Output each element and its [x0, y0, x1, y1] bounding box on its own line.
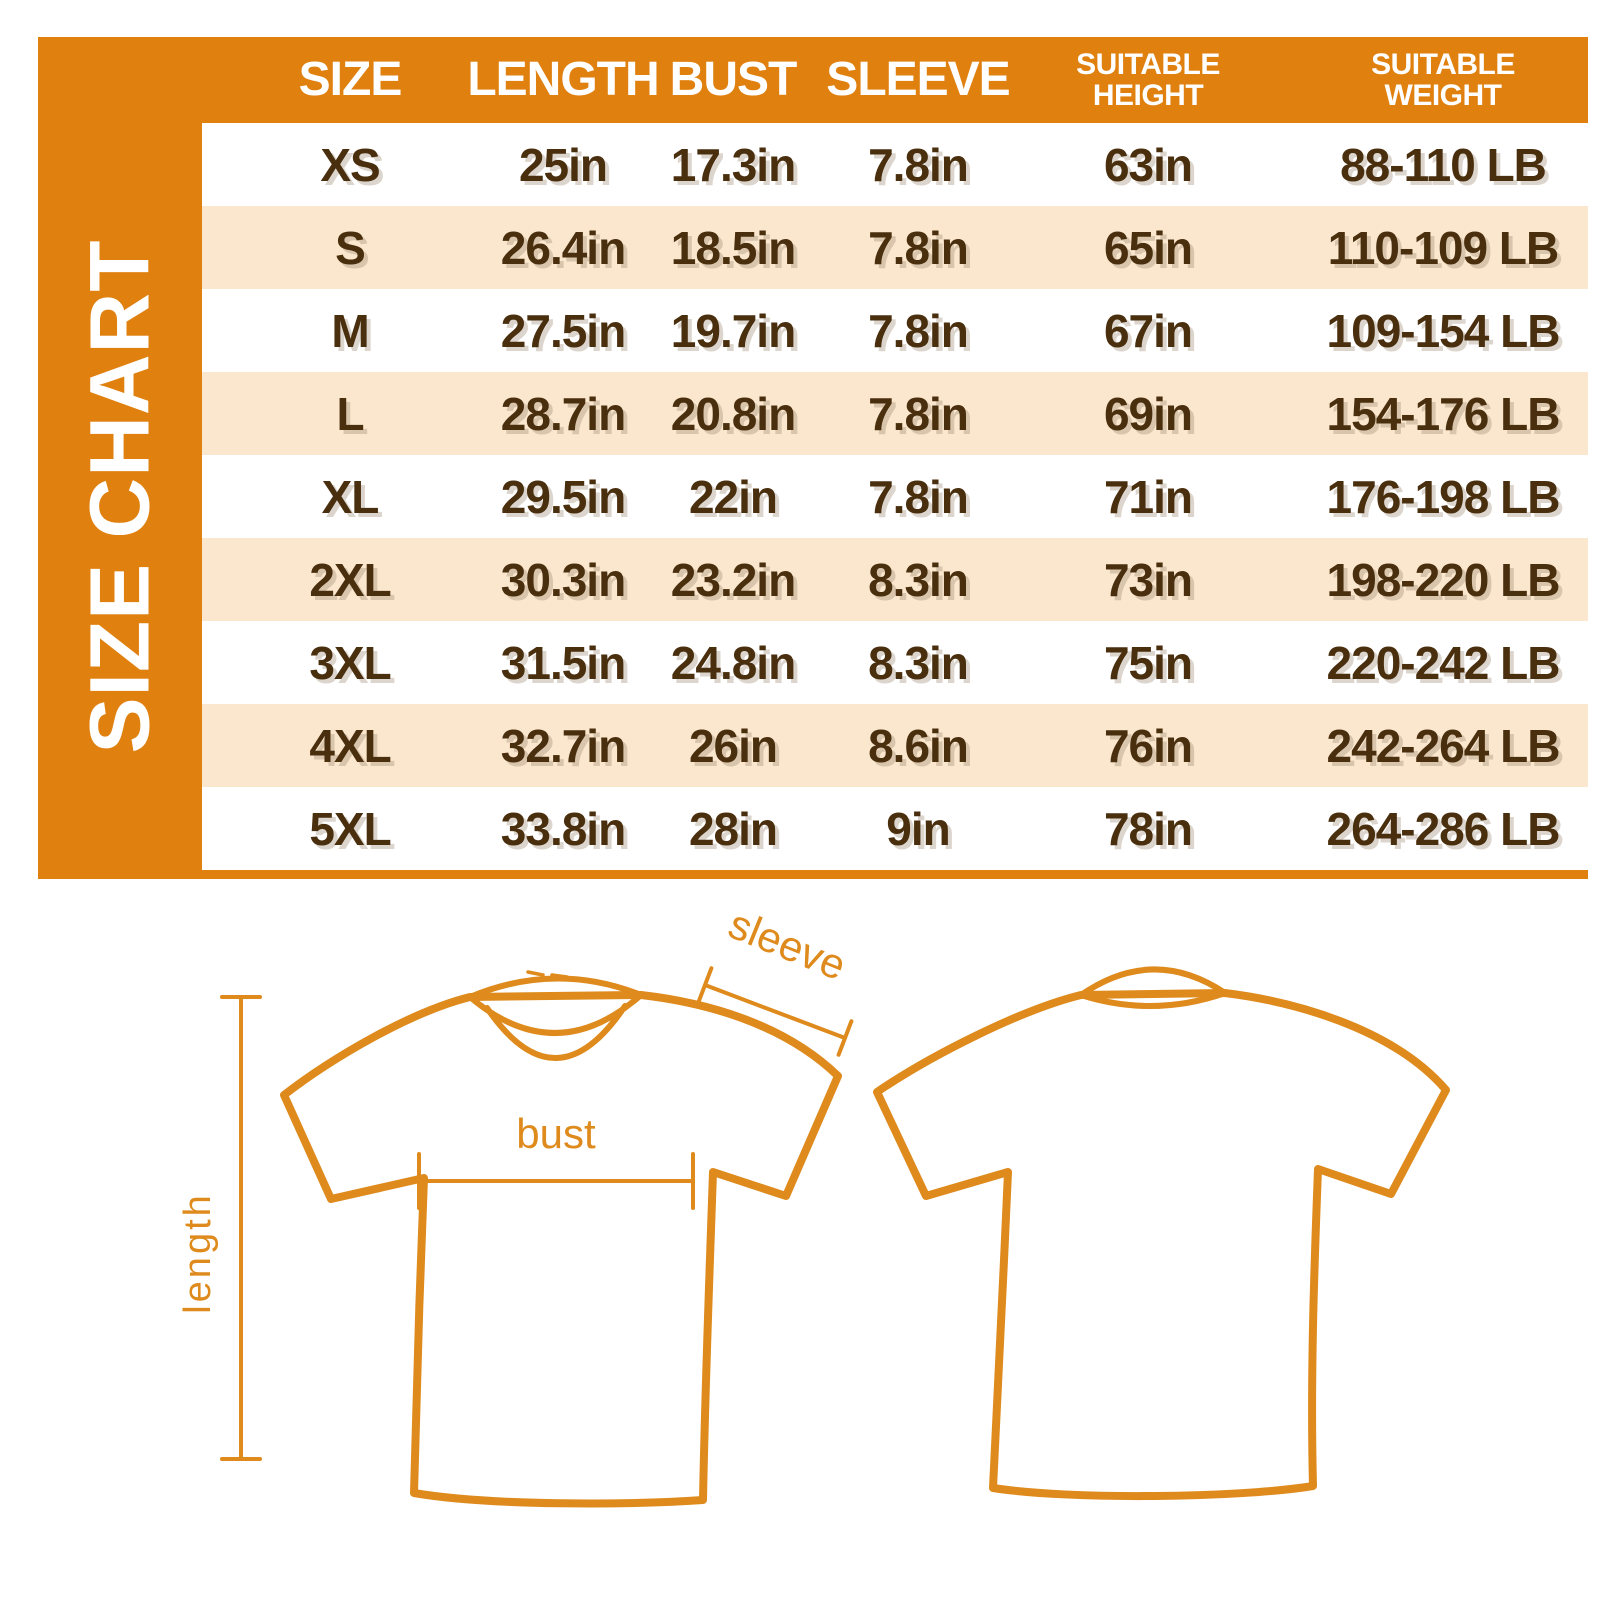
cell-bust: 20.8in — [670, 387, 796, 440]
length-measure — [177, 997, 260, 1459]
cell-weight: 109-154 LB — [1326, 304, 1560, 357]
cell-sleeve: 8.6in — [868, 719, 968, 772]
cell-weight: 242-264 LB — [1326, 719, 1560, 772]
tshirt-back-outline — [877, 993, 1446, 1496]
length-line — [222, 997, 260, 1459]
table-row — [202, 289, 1588, 372]
cell-length: 28.7in — [500, 387, 626, 440]
table-row — [202, 455, 1588, 538]
table-row — [202, 206, 1588, 289]
cell-sleeve: 7.8in — [868, 221, 968, 274]
cell-bust: 22in — [688, 470, 778, 523]
bust-label: bust — [516, 1110, 596, 1157]
cell-weight: 110-109 LB — [1327, 221, 1559, 274]
cell-length: 32.7in — [500, 719, 626, 772]
cell-size: 3XL — [309, 636, 391, 689]
cell-bust: 26in — [688, 719, 778, 772]
cell-weight: 176-198 LB — [1326, 470, 1560, 523]
col-header-length: LENGTH — [467, 53, 659, 107]
cell-bust: 23.2in — [670, 553, 796, 606]
cell-bust: 28in — [688, 802, 778, 855]
tshirt-front — [284, 972, 838, 1503]
col-header-suitable-height: SUITABLE HEIGHT — [1076, 47, 1220, 112]
cell-bust: 17.3in — [670, 138, 796, 191]
cell-height: 78in — [1103, 802, 1193, 855]
table-row — [202, 621, 1588, 704]
cell-length: 26.4in — [500, 221, 626, 274]
cell-size: XL — [321, 470, 379, 523]
table-rows — [202, 123, 1588, 870]
cell-size: 5XL — [309, 802, 391, 855]
cell-weight: 154-176 LB — [1326, 387, 1560, 440]
tshirt-front-outline — [284, 995, 838, 1503]
cell-weight: 198-220 LB — [1326, 553, 1560, 606]
cell-height: 69in — [1103, 387, 1193, 440]
cell-height: 71in — [1103, 470, 1193, 523]
table-row — [202, 787, 1588, 870]
cell-size: S — [335, 221, 365, 274]
cell-height: 63in — [1103, 138, 1193, 191]
cell-bust: 19.7in — [670, 304, 796, 357]
cell-size: M — [331, 304, 369, 357]
cell-sleeve: 7.8in — [868, 470, 968, 523]
table-header-row — [38, 37, 1588, 123]
col-header-bust: BUST — [669, 53, 797, 107]
cell-length: 31.5in — [500, 636, 626, 689]
table-row — [202, 123, 1588, 206]
cell-length: 33.8in — [500, 802, 626, 855]
col-header-sleeve: SLEEVE — [826, 53, 1010, 107]
table-row — [202, 538, 1588, 621]
cell-weight: 88-110 LB — [1340, 138, 1546, 191]
cell-size: XS — [320, 138, 380, 191]
cell-bust: 18.5in — [670, 221, 796, 274]
cell-sleeve: 9in — [886, 802, 950, 855]
cell-length: 27.5in — [500, 304, 626, 357]
measurement-diagram — [0, 900, 1600, 1600]
tshirt-back — [877, 969, 1446, 1496]
header-corner — [38, 37, 202, 123]
table-body — [38, 123, 1588, 870]
cell-sleeve: 8.3in — [868, 553, 968, 606]
cell-weight: 220-242 LB — [1326, 636, 1560, 689]
cell-height: 67in — [1103, 304, 1193, 357]
size-chart-table — [38, 37, 1588, 879]
length-label: length — [177, 1192, 219, 1314]
cell-length: 25in — [518, 138, 608, 191]
cell-sleeve: 7.8in — [868, 138, 968, 191]
cell-weight: 264-286 LB — [1326, 802, 1560, 855]
cell-height: 76in — [1103, 719, 1193, 772]
cell-length: 29.5in — [500, 470, 626, 523]
cell-sleeve: 7.8in — [868, 304, 968, 357]
table-row — [202, 372, 1588, 455]
cell-bust: 24.8in — [670, 636, 796, 689]
cell-sleeve: 8.3in — [868, 636, 968, 689]
sleeve-label: sleeve — [722, 900, 853, 990]
table-row — [202, 704, 1588, 787]
cell-height: 73in — [1103, 553, 1193, 606]
cell-height: 75in — [1103, 636, 1193, 689]
cell-size: L — [336, 387, 364, 440]
col-header-size: SIZE — [298, 53, 402, 107]
cell-size: 4XL — [309, 719, 391, 772]
cell-sleeve: 7.8in — [868, 387, 968, 440]
cell-height: 65in — [1103, 221, 1193, 274]
cell-length: 30.3in — [500, 553, 626, 606]
sidebar — [38, 123, 202, 870]
cell-size: 2XL — [309, 553, 391, 606]
sidebar-title: SIZE CHART — [72, 239, 167, 754]
col-header-suitable-weight: SUITABLE WEIGHT — [1371, 47, 1515, 112]
